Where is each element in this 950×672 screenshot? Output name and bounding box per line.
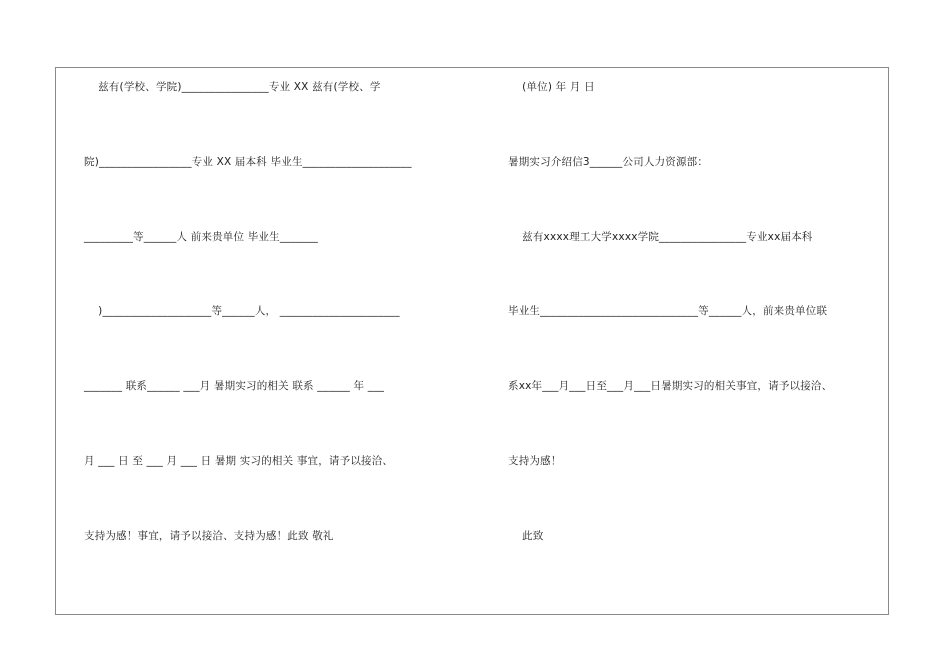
- right-line-5: 系xx年___月___日至___月___日暑期实习的相关事宜，请予以接洽、: [508, 380, 833, 392]
- left-line-1: 兹有(学校、学院)________________专业 XX 兹有(学校、学: [84, 81, 381, 93]
- left-line-5: _______ 联系______ ___月 暑期实习的相关 联系 ______ 年 ___: [84, 380, 385, 392]
- left-line-2: 院)_________________专业 XX 届本科 毕业生____________________: [84, 156, 412, 168]
- left-line-7: 支持为感！事宜，请予以接洽、支持为感！此致 敬礼: [84, 530, 334, 542]
- right-line-2: 暑期实习介绍信3______公司人力资源部：: [508, 156, 709, 168]
- right-line-3: 兹有xxxx理工大学xxxx学院________________专业xx届本科: [508, 231, 813, 243]
- left-line-4: )____________________等______人， ______________________: [84, 305, 400, 317]
- right-line-6: 支持为感！: [508, 455, 562, 467]
- right-line-7: 此致: [508, 530, 544, 542]
- left-line-3: _________等______人 前来贵单位 毕业生_______: [84, 231, 318, 243]
- right-line-1: (单位) 年 月 日: [508, 81, 595, 93]
- left-line-6: 月 ___ 日 至 ___ 月 ___ 日 暑期 实习的相关 事宜，请予以接洽、: [84, 455, 394, 467]
- right-line-4: 毕业生_____________________________等______人，前来贵单位联: [508, 305, 828, 317]
